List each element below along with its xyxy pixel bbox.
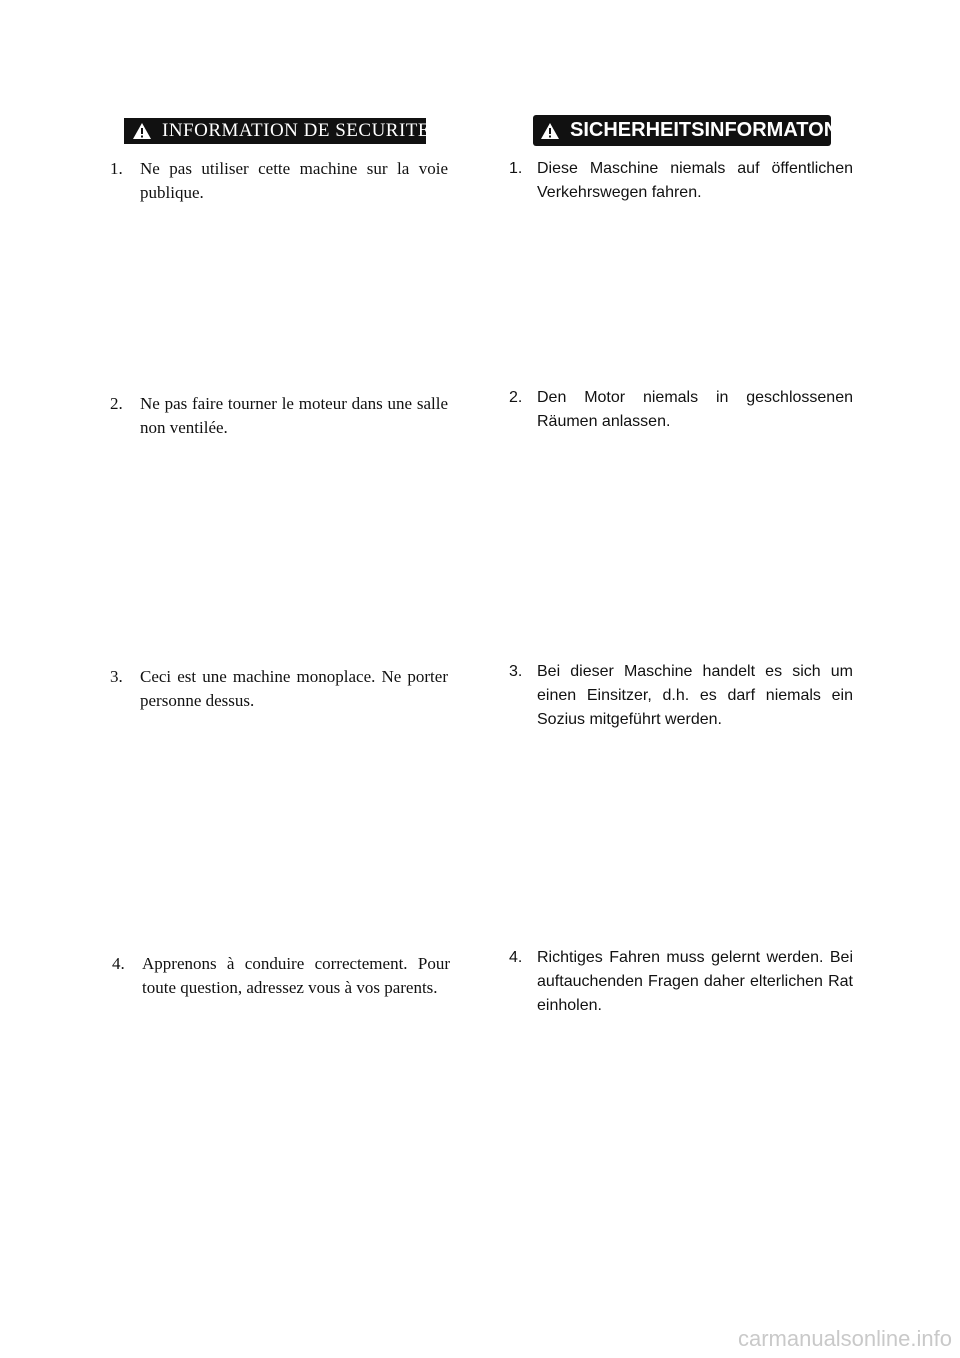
watermark-text: carmanualsonline.info xyxy=(737,1326,952,1351)
german-item-4 xyxy=(509,946,853,1018)
item-number: 1. xyxy=(110,159,123,178)
french-item-2 xyxy=(110,392,448,440)
item-text: Bei dieser Maschine handelt es sich um einen Einsitzer, d.h. es darf niemals ein Sozius mitgeführt werden. xyxy=(537,663,853,728)
item-text: Ne pas faire tourner le moteur dans une salle non ventilée. xyxy=(140,394,448,437)
item-text: Ne pas utiliser cette machine sur la voie publique. xyxy=(140,159,448,202)
german-item-1 xyxy=(509,157,853,205)
french-item-1 xyxy=(110,157,448,205)
item-number: 2. xyxy=(509,389,523,406)
german-safety-heading xyxy=(533,115,839,146)
item-text: Apprenons à conduire correctement. Pour toute question, adressez vous à vos parents. xyxy=(142,954,450,997)
warning-triangle-icon xyxy=(132,122,152,140)
item-text: Ceci est une machine monoplace. Ne porter personne dessus. xyxy=(140,667,448,710)
german-item-2 xyxy=(509,386,853,434)
item-number: 4. xyxy=(112,954,125,973)
french-safety-heading xyxy=(124,118,430,144)
german-item-3 xyxy=(509,660,853,732)
item-number: 3. xyxy=(509,663,523,680)
item-text: Richtiges Fahren muss gelernt werden. Bei auftauchenden Fragen daher elterlichen Rat einholen. xyxy=(537,949,853,1014)
french-item-3 xyxy=(110,665,448,713)
item-number: 2. xyxy=(110,394,123,413)
item-number: 3. xyxy=(110,667,123,686)
french-heading-text: INFORMATION DE SECURITE xyxy=(162,120,430,141)
item-number: 1. xyxy=(509,160,523,177)
item-text: Diese Maschine niemals auf öffentlichen Verkehrswegen fahren. xyxy=(537,160,853,201)
warning-triangle-icon xyxy=(540,122,560,140)
item-number: 4. xyxy=(509,949,523,966)
french-item-4 xyxy=(112,952,450,1000)
german-heading-text: SICHERHEITSINFORMATON xyxy=(570,119,839,141)
item-text: Den Motor niemals in geschlossenen Räumen anlassen. xyxy=(537,389,853,430)
